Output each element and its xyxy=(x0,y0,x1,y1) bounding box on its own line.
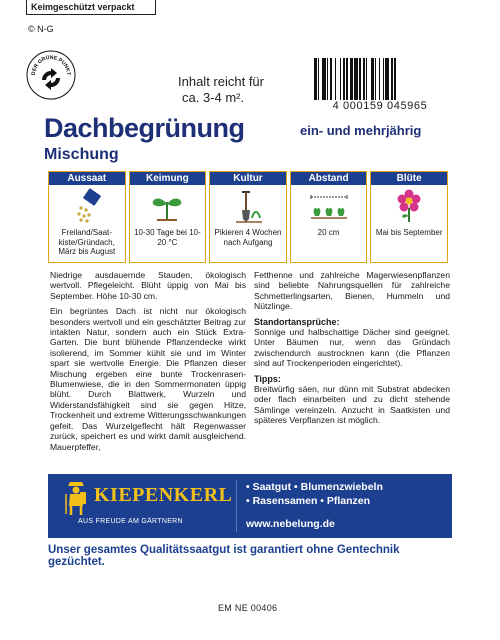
panel-bluete xyxy=(370,171,448,263)
svg-text:DER GRÜNE PUNKT: DER GRÜNE PUNKT xyxy=(30,54,72,76)
seedling-icon xyxy=(130,185,206,227)
panel-text: 20 cm xyxy=(317,228,340,237)
description-paragraph: Fetthenne und zahlreiche Magerwiesenpflanzen sind beliebte Nahrungsquellen für zahlreiche Schmetterlingsarten, Bienen, Hummeln und Nützlinge. xyxy=(254,270,450,312)
panel-aussaat xyxy=(48,171,126,263)
product-subtitle: Mischung xyxy=(44,146,119,163)
gruener-punkt-icon xyxy=(26,50,76,100)
spade-icon xyxy=(210,185,286,227)
description-left xyxy=(50,270,246,457)
kiepenkerl-figure-icon xyxy=(64,480,88,516)
inhalt-info xyxy=(178,74,264,106)
keimgeschuetzt-label: Keimgeschützt verpackt xyxy=(26,0,156,15)
brand-url[interactable]: www.nebelung.de xyxy=(246,518,335,530)
barcode-number: 4 000159 045965 xyxy=(332,100,428,112)
panel-text: Freiland/Saat-kiste/Gründach, März bis August xyxy=(58,228,116,256)
product-range-item: • Rasensamen • Pflanzen xyxy=(246,495,371,507)
spacing-icon xyxy=(291,185,367,227)
panel-kultur xyxy=(209,171,287,263)
brand-name: KIEPENKERL xyxy=(94,484,233,506)
panel-head: Keimung xyxy=(130,172,206,185)
panel-abstand xyxy=(290,171,368,263)
brand-slogan: AUS FREUDE AM GÄRTNERN xyxy=(78,518,183,525)
band-divider xyxy=(236,480,237,532)
panel-head: Kultur xyxy=(210,172,286,185)
barcode xyxy=(314,58,454,100)
product-title: Dachbegrünung xyxy=(44,113,245,143)
inhalt-line-2: ca. 3-4 m². xyxy=(182,90,245,105)
panel-text: 10-30 Tage bei 10-20 °C xyxy=(134,228,201,247)
tipps-heading: Tipps: xyxy=(254,373,281,384)
gentechnik-notice: Unser gesamtes Qualitätssaatgut ist garantiert ohne Gentechnik gezüchtet. xyxy=(48,544,400,568)
seed-bag-icon xyxy=(49,185,125,227)
description-right xyxy=(254,270,450,431)
product-range-list xyxy=(246,480,383,508)
product-title-side: ein- und mehrjährig xyxy=(300,123,422,138)
inhalt-line-1: Inhalt reicht für xyxy=(178,74,264,89)
tipps-text: Breitwürfig säen, nur dünn mit Substrat abdecken oder flach einarbeiten und zu dicht stehende Sämlinge vereinzeln. Anzucht in Saatkisten und späteres Verpflanzen ist möglich. xyxy=(254,384,450,426)
panel-head: Abstand xyxy=(291,172,367,185)
description-paragraph: Ein begrüntes Dach ist nicht nur ökologisch besonders wertvoll und ein geschätzter Beitrag zur intakten Natur, sondern auch ein Stück Extra-Garten. Die bunt blühende Pflanzendecke wirkt isolierend, im Sommer kühlt sie und im Winter spart sie wertvolle Energie. Die Pflanzen dieser Mischung ergeben eine bunte Trockenrasen-Blumenwiese, die in den Sommermonaten üppig blüht. Durch Blattwerk, Wurzeln und Widerstandsfähigkeit sind sie gegen Hitze, Trockenheit und extreme Witterungsschwankungen gefeit. Das Wurzelgeflecht hält Regenwasser zurück, speichert es und wirkt damit ausgleichend. Mauerpfeffer, xyxy=(50,306,246,452)
standort-text: Sonnige und halbschattige Dächer sind geeignet. Unter Bäumen nur, wenn das Gründach zwischendurch austrocknen kann (die Pflanzen sind auf Trockenperioden eingerichtet). xyxy=(254,327,450,369)
brand-band xyxy=(48,474,452,538)
product-range-item: • Saatgut • Blumenzwiebeln xyxy=(246,481,383,493)
cultivation-panels xyxy=(48,171,448,263)
copyright-ng: © N-G xyxy=(28,24,54,34)
panel-head: Aussaat xyxy=(49,172,125,185)
flower-icon xyxy=(371,185,447,227)
panel-text: Mai bis September xyxy=(375,228,443,237)
panel-head: Blüte xyxy=(371,172,447,185)
panel-text: Pikieren 4 Wochen nach Aufgang xyxy=(214,228,282,247)
panel-keimung xyxy=(129,171,207,263)
em-code: EM NE 00406 xyxy=(218,603,278,613)
barcode-bar xyxy=(396,58,399,100)
description-paragraph: Niedrige ausdauernde Stauden, ökologisch wertvoll. Pflegeleicht. Blüht üppig von Mai bis September. Höhe 10-30 cm. xyxy=(50,270,246,301)
standort-heading: Standortansprüche: xyxy=(254,316,340,327)
